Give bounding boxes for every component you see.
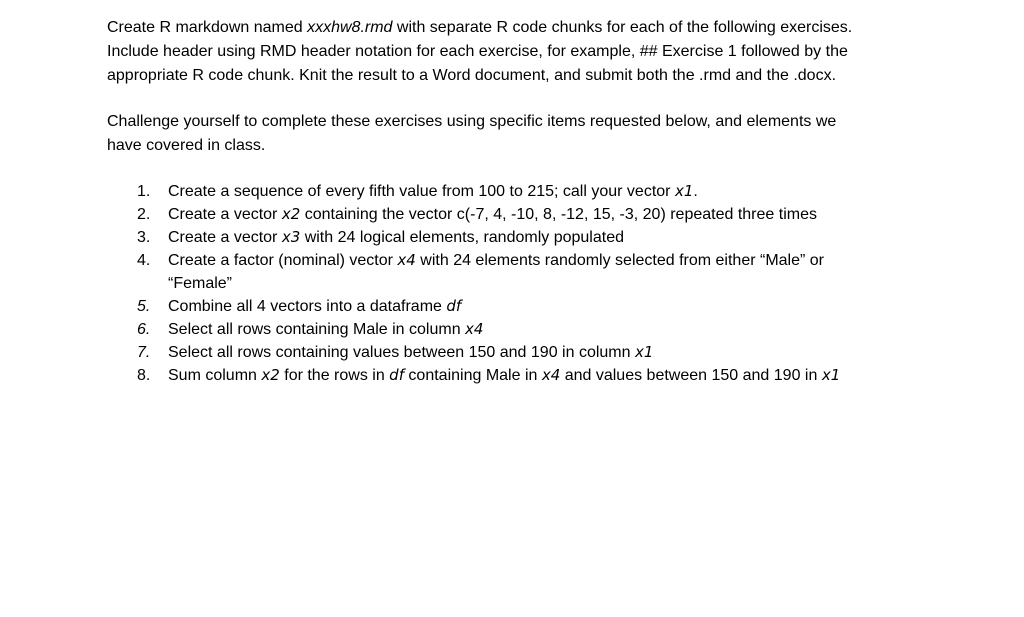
vector-name: x2	[261, 366, 280, 384]
vector-name: x4	[541, 366, 561, 384]
exercise-number: 8.	[137, 367, 151, 384]
challenge-line-1: Challenge yourself to complete these exercises using specific items requested below, and elements we	[107, 113, 837, 130]
vector-name: x2	[281, 205, 301, 223]
challenge-line-2: have covered in class.	[107, 137, 266, 154]
exercise-number: 7.	[137, 344, 151, 361]
exercise-item: 4. Create a factor (nominal) vector x4 with 24 elements randomly selected from either “Male” or	[107, 249, 1007, 272]
exercise-item: 1. Create a sequence of every fifth value from 100 to 215; call your vector x1.	[107, 180, 1007, 203]
vector-name: x3	[281, 228, 301, 246]
exercise-item: 7. Select all rows containing values between 150 and 190 in column x1	[107, 341, 1007, 364]
exercise-number: 1.	[137, 183, 151, 200]
exercise-number: 2.	[137, 206, 151, 223]
vector-name: x1	[674, 182, 694, 200]
vector-name: x4	[397, 251, 416, 269]
exercise-item: 5. Combine all 4 vectors into a dataframe df	[107, 295, 1007, 318]
exercise-number: 6.	[137, 321, 151, 338]
intro-line-1: Create R markdown named xxxhw8.rmd with separate R code chunks for each of the following exercises.	[107, 19, 853, 36]
exercise-item-continuation: “Female”	[168, 275, 233, 292]
exercise-number: 4.	[137, 252, 151, 269]
intro-paragraph	[107, 16, 1007, 88]
intro-line-2: Include header using RMD header notation for each exercise, for example, ## Exercise 1 followed by the	[107, 43, 848, 60]
exercise-item: 6. Select all rows containing Male in column x4	[107, 318, 1007, 341]
exercise-item: 2. Create a vector x2 containing the vector c(-7, 4, -10, 8, -12, 15, -3, 20) repeated three times	[107, 203, 1007, 226]
file-name: xxxhw8.rmd	[307, 19, 393, 36]
challenge-paragraph	[107, 110, 1007, 158]
vector-name: x4	[465, 320, 484, 338]
vector-name: x1	[634, 343, 654, 361]
vector-name: x1	[821, 366, 841, 384]
exercise-list	[107, 180, 1007, 387]
dataframe-name: df	[446, 297, 462, 315]
exercise-number: 3.	[137, 229, 151, 246]
exercise-item: 3. Create a vector x3 with 24 logical elements, randomly populated	[107, 226, 1007, 249]
dataframe-name: df	[389, 366, 404, 384]
document-page	[107, 16, 1007, 387]
exercise-item: 8. Sum column x2 for the rows in df containing Male in x4 and values between 150 and 190 in x1	[107, 364, 1007, 387]
exercise-number: 5.	[137, 298, 151, 315]
intro-line-3: appropriate R code chunk. Knit the result to a Word document, and submit both the .rmd and the .docx.	[107, 67, 837, 84]
